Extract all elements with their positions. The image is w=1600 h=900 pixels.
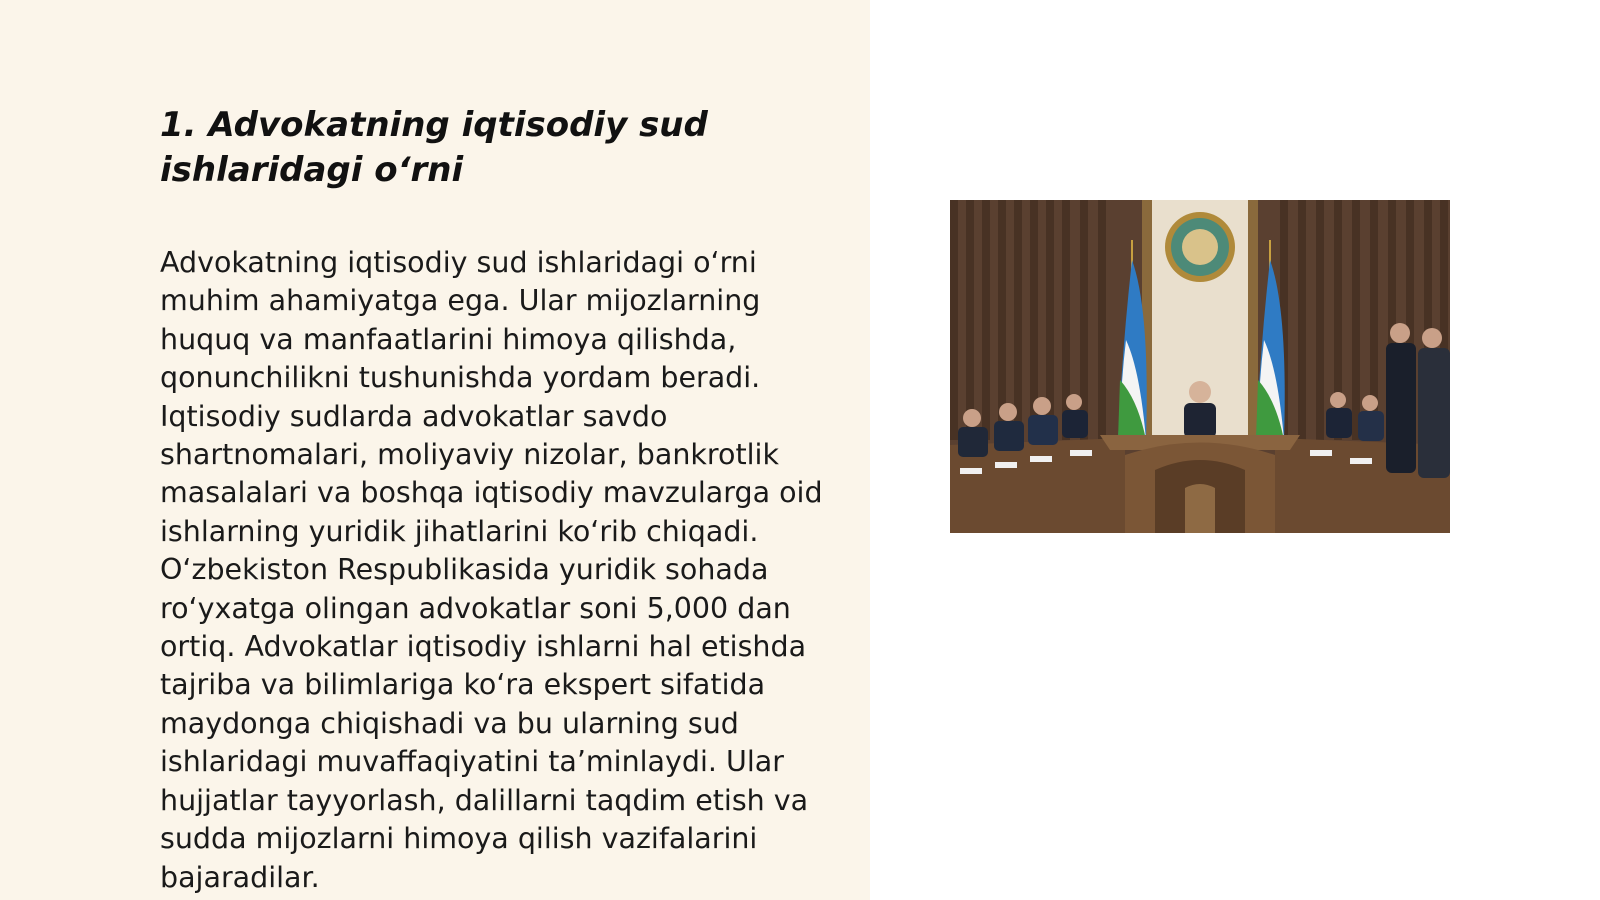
slide-body-text: Advokatning iqtisodiy sud ishlaridagi o‘rni muhim ahamiyatga ega. Ular mijozlarning huquq va manfaatlarini himoya qilishda, qonunchilikni tushunishda yordam beradi. Iqtisodiy sudlarda advokatlar savdo shartnomalari, moliyaviy nizolar, bankrotlik masalalari va boshqa iqtisodiy mavzularga oid ishlarning yuridik jihatlarini ko‘rib chiqadi. O‘zbekiston Respublikasida yuridik sohada ro‘yxatga olingan advokatlar soni 5,000 dan ortiq. Advokatlar iqtisodiy ishlarni hal etishda tajriba va bilimlariga ko‘ra ekspert sifatida maydonga chiqishadi va bu ularning sud ishlaridagi muvaffaqiyatini ta’minlaydi. Ular hujjatlar tayyorlash, dalillarni taqdim etish va sudda mijozlarni himoya qilish vazifalarini bajaradilar. bbox=[160, 246, 823, 894]
meeting-photo bbox=[950, 200, 1450, 533]
slide-heading: 1. Advokatning iqtisodiy sud ishlaridagi o‘rni bbox=[160, 105, 708, 190]
